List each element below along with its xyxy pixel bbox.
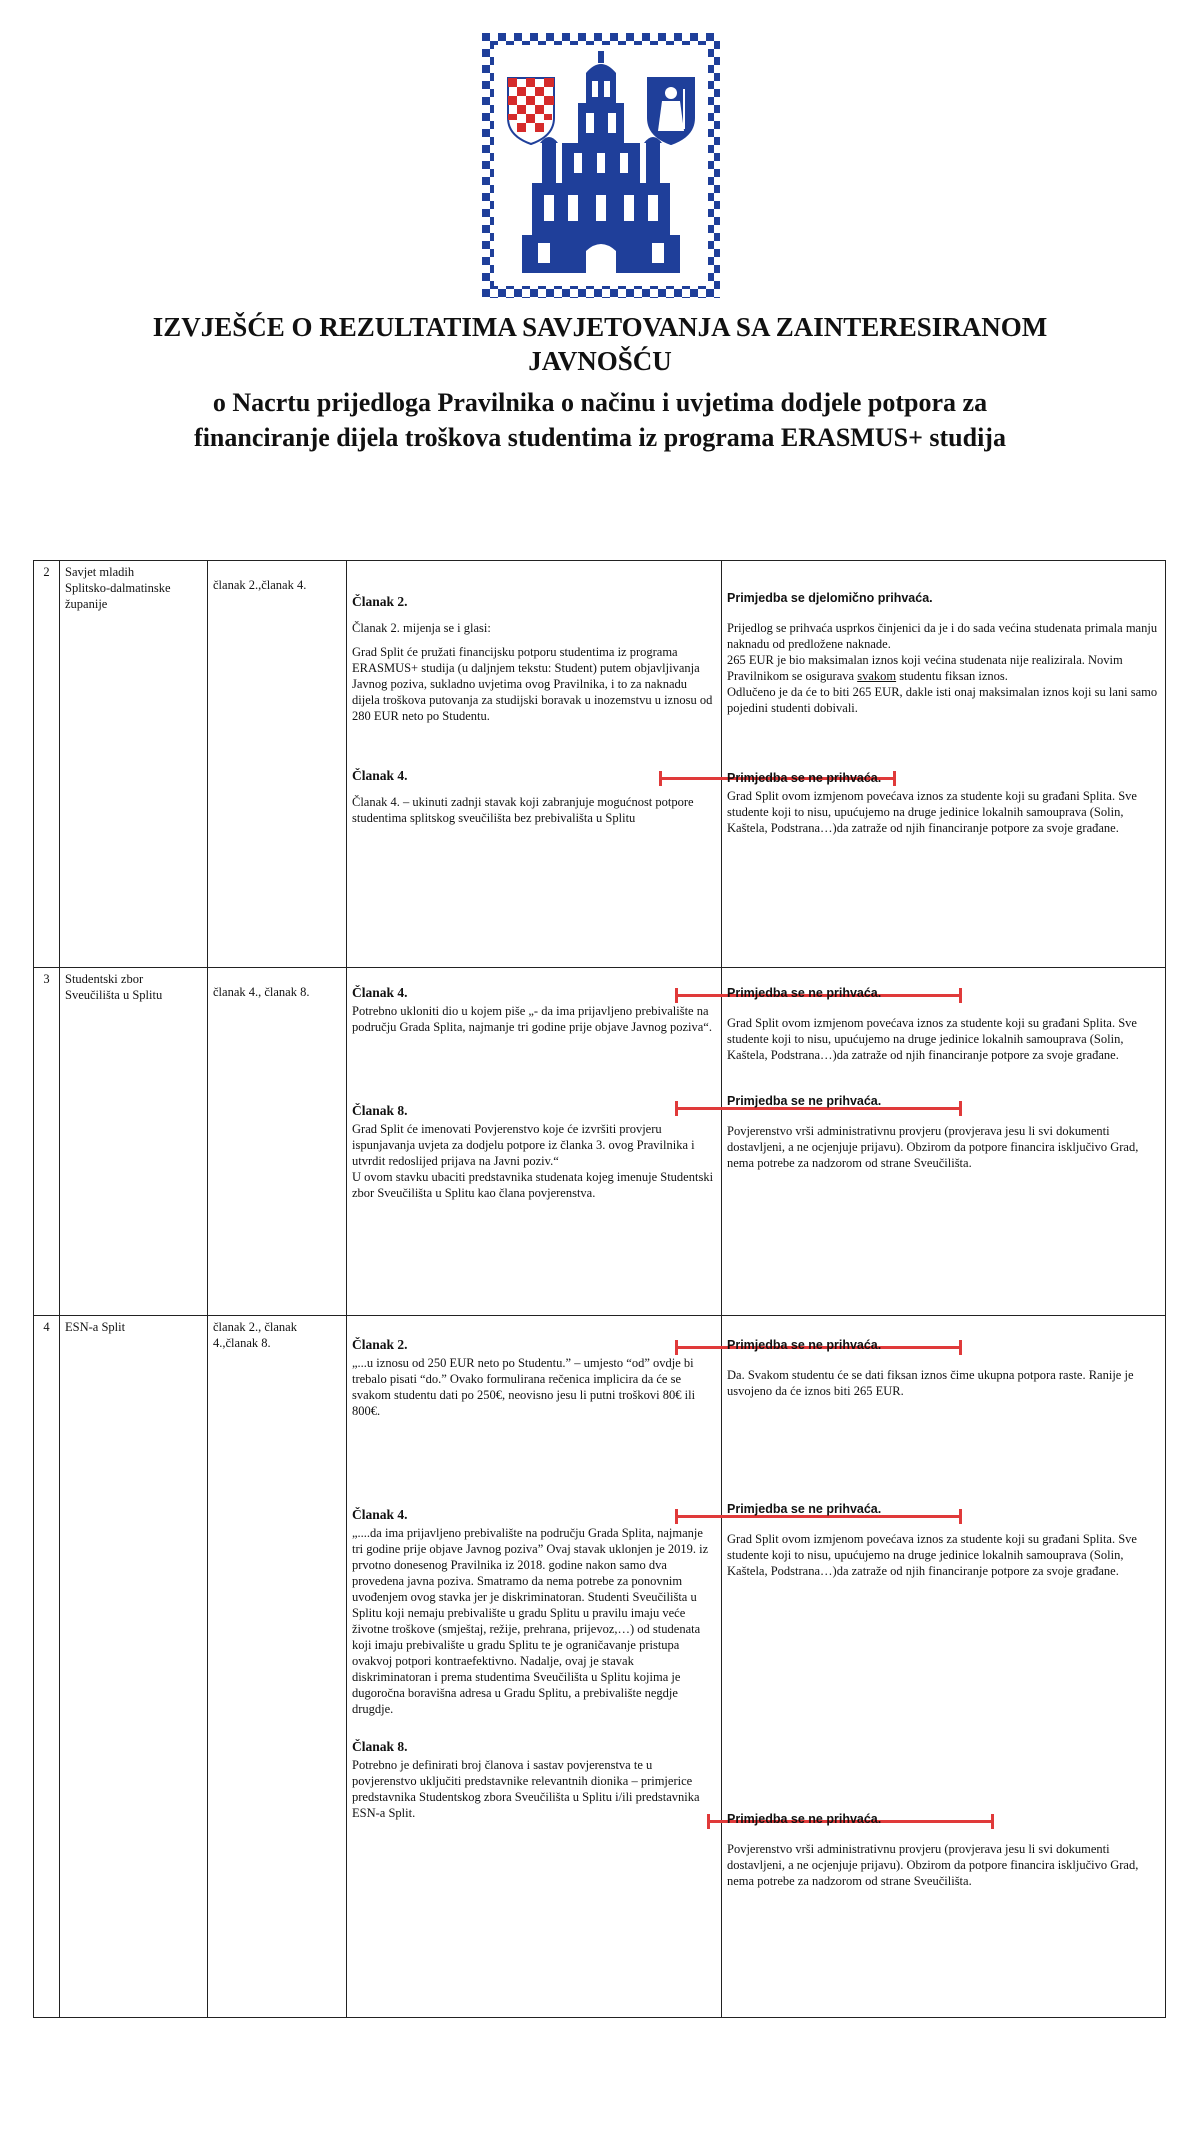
article-heading: Članak 4. — [352, 1507, 408, 1522]
submitter-cell: ESN-a Split — [60, 1316, 208, 2018]
article-heading: Članak 2. — [352, 594, 408, 609]
response-cell: Primjedba se ne prihvaća. Da. Svakom studentu će se dati fiksan iznos čime ukupna potpora raste. Ranije je usvojeno da će iznos biti 265 EUR. Primjedba se ne prihvaća. Grad Split ovom izmjenom povećava iznos za studente koji su građani Splita. Sve studente koji to nisu, upućujemo na druge jedinice lokalnih samouprava (Solin, Kaštela, Podstrana…)da zatraže od njih financiranje potpore za svoje građane. Primjedba se ne prihvaća. Povjerenstvo vrši administrativnu provjeru (provjerava jesu li svi dokumenti dostavljeni, a ne ocjenjuje prijavu). Obzirom da potpore financira isključivo Grad, nema potrebe za nadzorom od strane Sveučilišta. — [722, 1316, 1166, 2018]
response-cell: Primjedba se djelomično prihvaća. Prijedlog se prihvaća usprkos činjenici da je i do sada većina studenata primala manju naknadu od predložene naknade. 265 EUR je bio maksimalan iznos koji većina studenata nije realizirala. Novim Pravilnikom se osigurava svakom studentu fiksan iznos. Odlučeno je da će to biti 265 EUR, dakle isti onaj maksimalan iznos koji su lani samo pojedini studenti dobivali. Primjedba se ne prihvaća. Grad Split ovom izmjenom povećava iznos za studente koji su građani Splita. Sve studente koji to nisu, upućujemo na druge jedinice lokalnih samouprava (Solin, Kaštela, Podstrana…)da zatraže od njih financiranje potpore za svoje građane. — [722, 561, 1166, 968]
row-number: 2 — [34, 561, 60, 968]
article-heading: Članak 2. — [352, 1337, 408, 1352]
article-heading: Članak 8. — [352, 1103, 408, 1118]
row-number: 4 — [34, 1316, 60, 2018]
report-title: IZVJEŠĆE O REZULTATIMA SAVJETOVANJA SA ZAINTERESIRANOM JAVNOŠĆU — [152, 312, 1048, 376]
submitter-cell: Savjet mladih Splitsko-dalmatinske županije — [60, 561, 208, 968]
response-cell: Primjedba se ne prihvaća. Grad Split ovom izmjenom povećava iznos za studente koji su građani Splita. Sve studente koji to nisu, upućujemo na druge jedinice lokalnih samouprava (Solin, Kaštela, Podstrana…)da zatraže od njih financiranje potpore za svoje građane. Primjedba se ne prihvaća. Povjerenstvo vrši administrativnu provjeru (provjerava jesu li svi dokumenti dostavljeni, a ne ocjenjuje prijavu). Obzirom da potpore financira isključivo Grad, nema potrebe za nadzorom od strane Sveučilišta. — [722, 968, 1166, 1316]
article-heading: Članak 8. — [352, 1739, 408, 1754]
table-row — [34, 561, 1166, 968]
comment-cell: Članak 2. Članak 2. mijenja se i glasi: Grad Split će pružati financijsku potporu studentima iz programa ERASMUS+ studija (u daljnjem tekstu: Student) putem objavljivanja Javnog poziva, sukladno uvjetima ovog Pravilnika, i to za naknadu dijela troškova putovanja za studijski boravak u inozemstvu u iznosu od 280 EUR neto po Studentu. Članak 4. Članak 4. – ukinuti zadnji stavak koji zabranjuje mogućnost potpore studentima splitskog sveučilišta bez prebivališta u Splitu — [347, 561, 722, 968]
saint-shield-icon — [648, 78, 694, 144]
submitter-cell: Studentski zbor Sveučilišta u Splitu — [60, 968, 208, 1316]
comment-cell: Članak 4. Potrebno ukloniti dio u kojem piše „- da ima prijavljeno prebivalište na području Grada Splita, najmanje tri godine prije objave Javnog poziva“. Članak 8. Grad Split će imenovati Povjerenstvo koje će izvršiti provjeru ispunjavanja uvjeta za dodjelu potpore iz članka 3. ovog Pravilnika i utvrdit redoslijed prijava na Javni poziv.“ U ovom stavku ubaciti predstavnika studenata kojeg imenuje Studentski zbor Sveučilišta u Splitu kao člana povjerenstva. — [347, 968, 722, 1316]
article-heading: Članak 4. — [352, 768, 408, 783]
report-subtitle: o Nacrtu prijedloga Pravilnika o načinu i uvjetima dodjele potpora za financiranje dijela troškova studentima iz programa ERASMUS+ studija — [194, 388, 1006, 452]
comment-cell: Članak 2. „...u iznosu od 250 EUR neto po Studentu.” – umjesto “od” ovdje bi trebalo pisati “do.” Ovako formulirana rečenica implicira da će se svakom studentu dati po 250€, neovisno jesu li putni troškovi 80€ ili 800€. Članak 4. „....da ima prijavljeno prebivalište na području Grada Splita, najmanje tri godine prije objave Javnog poziva” Ovaj stavak uklonjen je 2019. iz prvotno donesenog Pravilnika iz 2018. godine nakon samo dva provedena javna poziva. Smatramo da nema potrebe za ponovnim uvođenjem ovog stavka jer je diskriminatoran. Studenti Sveučilišta u Splitu koji nemaju prebivalište u gradu Splitu u pravilu imaju veće životne troškove (smještaj, režije, prehrana, prijevoz,…) od studenata koji imaju prebivalište u gradu Splitu te je ograničavanje pristupa ovakvoj potpori kontraefektivno. Nadalje, ovaj je stavak diskriminatoran i prema studentima Sveučilišta u Splitu kojima je dugoročna boravišna adresa u Gradu Splitu, a prebivalište negdje drugdje. Članak 8. Potrebno je definirati broj članova i sastav povjerenstva te u povjerenstvo uključiti predstavnike relevantnih dionika – primjerice predstavnika Studentskog zbora Sveučilišta u Splitu i/ili predstavnika ESN-a Split. — [347, 1316, 722, 2018]
response-status: Primjedba se ne prihvaća. — [727, 986, 882, 1000]
consultation-table — [33, 560, 1166, 2018]
articles-cell: članak 2., članak 4.,članak 8. — [208, 1316, 347, 2018]
articles-cell: članak 2.,članak 4. — [208, 561, 347, 968]
response-status: Primjedba se ne prihvaća. — [727, 1338, 882, 1352]
response-status: Primjedba se ne prihvaća. — [727, 1812, 882, 1826]
articles-cell: članak 4., članak 8. — [208, 968, 347, 1316]
table-row — [34, 968, 1166, 1316]
croatian-shield-icon — [508, 78, 554, 144]
response-status: Primjedba se djelomično prihvaća. — [727, 591, 933, 605]
row-number: 3 — [34, 968, 60, 1316]
table-row — [34, 1316, 1166, 2018]
article-heading: Članak 4. — [352, 985, 408, 1000]
response-status: Primjedba se ne prihvaća. — [727, 771, 882, 785]
response-status: Primjedba se ne prihvaća. — [727, 1502, 882, 1516]
response-status: Primjedba se ne prihvaća. — [727, 1094, 882, 1108]
city-crest-logo — [482, 33, 720, 298]
